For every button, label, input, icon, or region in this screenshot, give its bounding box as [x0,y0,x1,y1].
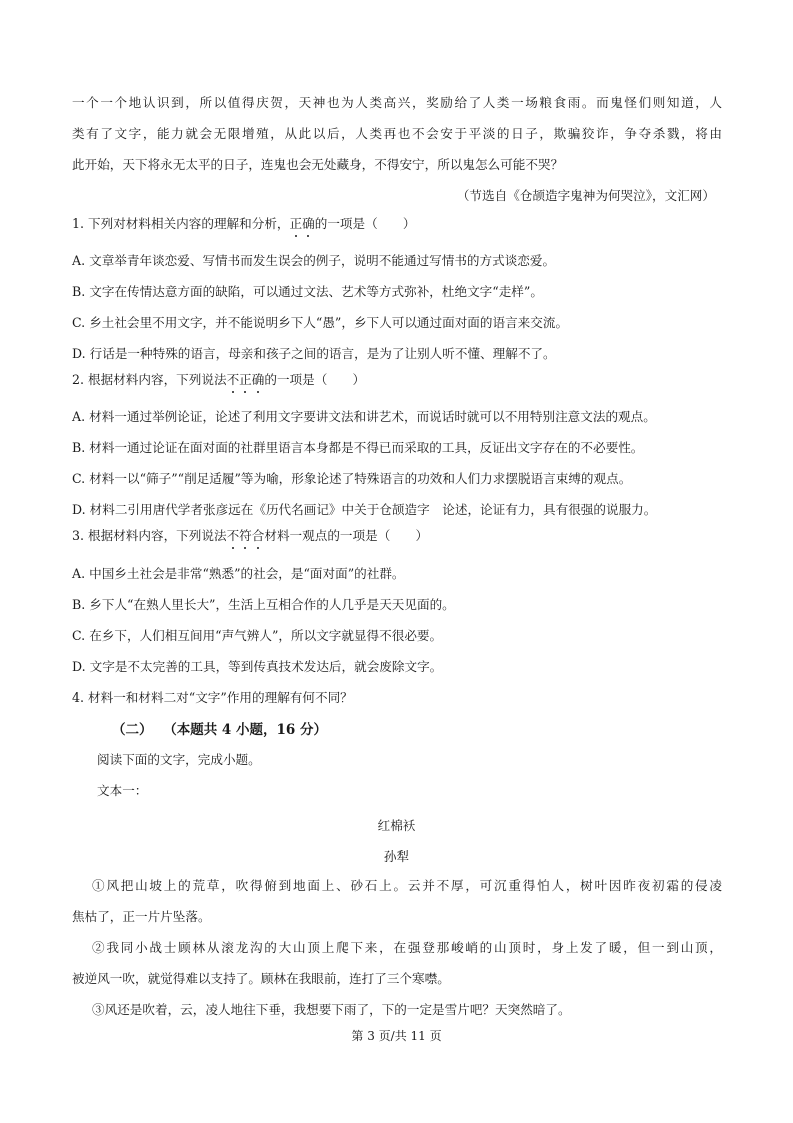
emphasis-char: 不 [226,528,240,543]
question-3-option-a: A. 中国乡土社会是非常“熟悉”的社会，是“面对面”的社群。 [72,566,405,581]
section-heading [112,722,327,738]
source-note: （节选自《仓颉造字鬼神为何哭泣》，文汇网） [456,188,715,203]
passage-line-1: 一个一个地认识到，所以值得庆贺，天神也为人类高兴，奖励给了人类一场粮食雨。而鬼怪们则知道，人 [72,95,722,110]
emphasis-char: 合 [251,528,265,543]
stem-text: 材料一观点的一项是（ ） [264,528,429,543]
page-footer: 第 3 页/共 11 页 [351,1029,442,1043]
question-3-stem [72,528,428,544]
section-info: （本题共 4 小题，16 分） [163,722,327,738]
emphasis-char: 不 [226,372,240,387]
story-paragraph-3-line-1: ③风还是吹着，云，凌人地往下垂，我想要下雨了，下的一定是雪片吧？天突然暗了。 [92,1002,571,1017]
emphasis-char: 确 [251,372,265,387]
stem-text: 的一项是（ ） [264,372,366,387]
question-2-option-c: C. 材料一以“筛子”“削足适履”等为喻，形象论述了特殊语言的功效和人们力求摆脱语言束缚的观点。 [72,471,632,486]
instruction: 阅读下面的文字，完成小题。 [97,752,261,767]
emphasis-char: 符 [239,528,252,543]
stem-text: 3. 根据材料内容，下列说法 [72,528,227,543]
emphasis-char: 正 [289,216,303,231]
story-paragraph-1-line-2: 焦枯了，正一片片坠落。 [72,909,211,924]
question-1-option-b: B. 文字在传情达意方面的缺陷，可以通过文法、艺术等方式弥补，杜绝文字“走样”。 [72,284,543,299]
text-label: 文本一： [97,783,148,798]
passage-line-3: 此开始，天下将永无太平的日子，连鬼也会无处藏身，不得安宁，所以鬼怎么可能不哭？ [72,157,564,172]
stem-text: 1. 下列对材料相关内容的理解和分析， [72,216,290,231]
question-1-option-a: A. 文章举青年谈恋爱、写情书而发生误会的例子，说明不能通过写情书的方式谈恋爱。 [72,253,556,268]
story-paragraph-2-line-2: 被逆风一吹，就觉得难以支持了。顾林在我眼前，连打了三个寒噤。 [72,971,450,986]
question-3-option-c: C. 在乡下，人们相互间用“声气辨人”，所以文字就显得不很必要。 [72,628,443,643]
question-2-option-d: D. 材料二引用唐代学者张彦远在《历代名画记》中关于仓颉造字 论述，论证有力，具有很强的说服力。 [72,502,657,517]
story-paragraph-1-line-1: ①风把山坡上的荒草，吹得俯到地面上、砂石上。云并不厚，可沉重得怕人，树叶因昨夜初霜的侵凌 [92,878,722,893]
question-1-stem [72,216,415,232]
question-1-option-c: C. 乡土社会里不用文字，并不能说明乡下人“愚”，乡下人可以通过面对面的语言来交流。 [72,315,569,330]
emphasis-char: 正 [239,372,252,387]
question-3-option-b: B. 乡下人“在熟人里长大”，生活上互相合作的人几乎是天天见面的。 [72,597,455,612]
question-2-option-b: B. 材料一通过论证在面对面的社群里语言本身都是不得已而采取的工具，反证出文字存在的不必要性。 [72,440,644,455]
story-author: 孙犁 [383,849,410,864]
story-paragraph-2-line-1: ②我同小战士顾林从滚龙沟的大山顶上爬下来，在强登那峻峭的山顶时，身上发了暖，但一到山顶， [92,940,722,955]
passage-line-2: 类有了文字，能力就会无限增殖，从此以后，人类再也不会安于平淡的日子，欺骗狡诈，争夺杀戮，将由 [72,126,722,141]
stem-text: 2. 根据材料内容，下列说法 [72,372,227,387]
stem-text: 的一项是（ ） [314,216,416,231]
question-3-option-d: D. 文字是不太完善的工具，等到传真技术发达后，就会废除文字。 [72,659,443,674]
question-1-option-d: D. 行话是一种特殊的语言，母亲和孩子之间的语言，是为了让别人听不懂、理解不了。 [72,346,556,361]
question-2-stem [72,372,365,388]
story-title: 红棉袄 [377,818,416,833]
emphasis-char: 确 [302,216,315,231]
question-4-stem: 4. 材料一和材料二对“文字”作用的理解有何不同？ [72,690,353,705]
question-2-option-a: A. 材料一通过举例论证，论述了利用文字要讲文法和讲艺术，而说话时就可以不用特别注意文法的观点。 [72,409,656,424]
section-label: （二） [112,722,153,738]
